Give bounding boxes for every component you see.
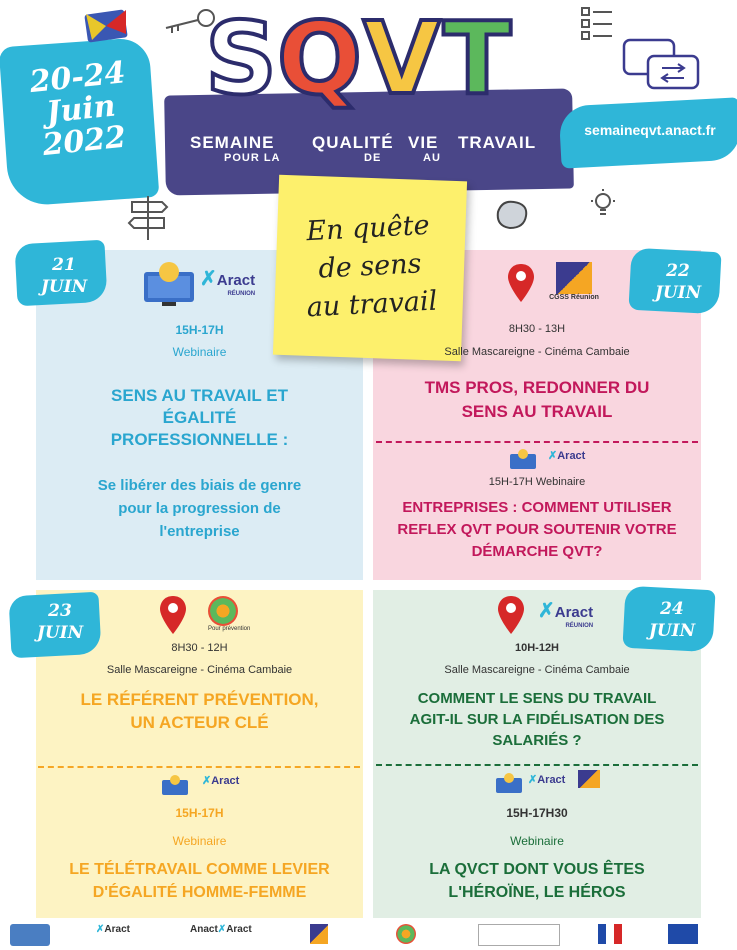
day-21-label: [24, 254, 104, 298]
section-divider: [376, 764, 698, 766]
aract-logo-text: Aract: [211, 775, 240, 787]
word-pour-la: POUR LA: [224, 152, 281, 164]
aract-logo: [202, 774, 239, 787]
day-23-label: [20, 600, 100, 644]
computer-lightbulb-icon: [508, 446, 538, 472]
postit-line: En quête: [305, 209, 431, 248]
session-title: [373, 376, 701, 424]
title-line: PROFESSIONNELLE :: [110, 430, 289, 449]
aract-logo-text: Aract: [216, 272, 256, 289]
session-time: 15H-17H: [175, 323, 224, 337]
aract-logo-region: RÉUNION: [227, 291, 256, 297]
title-line: D'ÉGALITÉ HOMME-FEMME: [92, 884, 307, 901]
section-divider: [376, 441, 698, 443]
day-number: 22: [666, 261, 690, 281]
date-month: Juin: [44, 88, 118, 131]
session-mode: Webinaire: [172, 834, 227, 848]
session-title: [36, 858, 363, 904]
aract-logo-text: Aract: [104, 924, 130, 935]
title-line: SALARIÉS ?: [492, 732, 582, 749]
session-title: [373, 858, 701, 904]
letter-v: V: [363, 0, 441, 117]
title-line: TMS PROS, REDONNER DU: [424, 378, 650, 397]
session-title: [373, 497, 701, 563]
aract-x-icon: ✗: [200, 268, 217, 290]
pour-prevention-text: Pour prévention: [208, 626, 251, 632]
aract-logo: [548, 449, 585, 462]
cgss-emblem-icon: [556, 262, 592, 294]
letter-t: T: [443, 0, 512, 117]
day-month: JUIN: [36, 623, 84, 643]
flag-doodle-icon: [82, 4, 132, 46]
subtitle-line: Se libérer des biais de genre: [97, 477, 302, 494]
session-title: [373, 688, 701, 751]
aract-logo-text: Aract: [537, 774, 566, 786]
pour-prevention-footer-logo-icon: [396, 924, 416, 944]
title-line: ENTREPRISES : COMMENT UTILISER: [402, 499, 672, 516]
day-number: 24: [660, 599, 684, 619]
computer-lightbulb-icon: [140, 258, 198, 308]
lightbulb-doodle-icon: [588, 188, 618, 220]
aract-logo: [538, 598, 593, 629]
pour-prevention-logo: [208, 596, 258, 636]
day-month: JUIN: [654, 283, 702, 303]
aract-logo-text: Aract: [557, 450, 586, 462]
session-time: 10H-12H: [514, 642, 560, 654]
word-au: AU: [423, 152, 441, 164]
location-pin-icon: [506, 262, 536, 304]
sqvt-logo: [205, 0, 545, 117]
day-month: JUIN: [648, 621, 696, 641]
fse-notice-box: [478, 924, 560, 946]
session-subtitle: [36, 474, 363, 543]
title-line: L'HÉROÏNE, LE HÉROS: [448, 884, 626, 901]
section-divider: [38, 766, 360, 768]
aract-logo: [528, 773, 565, 786]
aract-x-icon: ✗: [96, 924, 105, 935]
title-line: LE RÉFÉRENT PRÉVENTION,: [80, 690, 319, 709]
subtitle-line: pour la progression de: [118, 500, 281, 517]
session-title: [36, 688, 363, 734]
postit-line: au travail: [305, 285, 438, 324]
aract-logo-text: Aract: [226, 924, 252, 935]
cgss-logo: [574, 770, 604, 798]
aract-x-icon: ✗: [538, 600, 555, 622]
letter-q: Q: [277, 0, 363, 117]
word-de: DE: [364, 152, 382, 164]
day-24-label: [632, 598, 712, 642]
session-time: 8H30 - 12H: [171, 642, 228, 654]
session-place: Salle Mascareigne - Cinéma Cambaie: [444, 664, 630, 676]
title-line: DÉMARCHE QVT?: [471, 543, 603, 560]
cgss-emblem-icon: [578, 770, 600, 788]
title-line: SENS AU TRAVAIL: [461, 402, 613, 421]
session-time: 15H-17H30: [506, 806, 568, 820]
word-qualite: QUALITÉ: [312, 133, 394, 152]
session-time: 15H-17H Webinaire: [488, 476, 586, 488]
pour-prevention-emblem-icon: [208, 596, 238, 626]
letter-s: S: [205, 0, 278, 117]
date-range: 20-24: [28, 55, 128, 101]
anact-logo-text: Anact: [190, 924, 218, 935]
subtitle-line: l'entreprise: [159, 523, 240, 540]
title-line: LA QVCT DONT VOUS ÊTES: [429, 861, 645, 878]
europe-logo-icon: [10, 924, 50, 946]
aract-x-icon: ✗: [548, 450, 558, 462]
title-line: REFLEX QVT POUR SOUTENIR VOTRE: [397, 521, 677, 538]
aract-x-icon: ✗: [528, 774, 538, 786]
aract-footer-logo: [96, 924, 130, 935]
word-semaine: SEMAINE: [190, 133, 275, 152]
day-22-label: [638, 260, 718, 304]
cgss-logo: [548, 262, 600, 310]
island-doodle-icon: [492, 196, 532, 232]
aract-logo-text: Aract: [554, 604, 594, 621]
chat-doodle-icon: [618, 34, 708, 94]
aract-logo: [200, 266, 255, 297]
title-line: SENS AU TRAVAIL ET: [111, 386, 288, 405]
title-line: COMMENT LE SENS DU TRAVAIL: [417, 690, 657, 707]
title-line: UN ACTEUR CLÉ: [130, 713, 269, 732]
event-dates: [1, 54, 160, 165]
aract-x-icon: ✗: [202, 775, 212, 787]
session-place: Salle Mascareigne - Cinéma Cambaie: [444, 346, 630, 358]
computer-lightbulb-icon: [494, 770, 524, 796]
aract-logo-region: RÉUNION: [565, 623, 594, 629]
word-vie: VIE: [408, 133, 439, 152]
title-line: LE TÉLÉTRAVAIL COMME LEVIER: [69, 861, 330, 878]
session-place: Salle Mascareigne - Cinéma Cambaie: [106, 664, 293, 676]
cgss-logo-text: CGSS Réunion: [549, 294, 599, 301]
session-mode: Webinaire: [172, 345, 227, 359]
republique-francaise-logo-icon: [598, 924, 622, 944]
session-mode: Webinaire: [510, 834, 564, 848]
title-line: ÉGALITÉ: [162, 408, 237, 427]
location-pin-icon: [158, 594, 188, 636]
word-travail: TRAVAIL: [458, 133, 537, 152]
day-number: 21: [52, 255, 76, 275]
signpost-doodle-icon: [126, 192, 172, 242]
website-url[interactable]: semaineqvt.anact.fr: [584, 122, 716, 138]
computer-lightbulb-icon: [160, 772, 190, 798]
postit-text: [267, 205, 473, 329]
checklist-doodle-icon: [578, 4, 618, 44]
session-title: [36, 385, 363, 451]
session-time: 15H-17H: [175, 806, 224, 820]
eu-flag-icon: [668, 924, 698, 944]
cgss-footer-logo-icon: [310, 924, 328, 944]
postit-line: de sens: [317, 248, 423, 285]
session-time: 8H30 - 13H: [508, 323, 566, 335]
day-month: JUIN: [40, 277, 88, 297]
location-pin-icon: [496, 594, 526, 636]
aract-x-icon: ✗: [217, 924, 227, 935]
day-number: 23: [48, 601, 72, 621]
date-year: 2022: [40, 119, 128, 164]
title-line: AGIT-IL SUR LA FIDÉLISATION DES: [409, 711, 665, 728]
anact-aract-footer-logo: [190, 924, 252, 935]
